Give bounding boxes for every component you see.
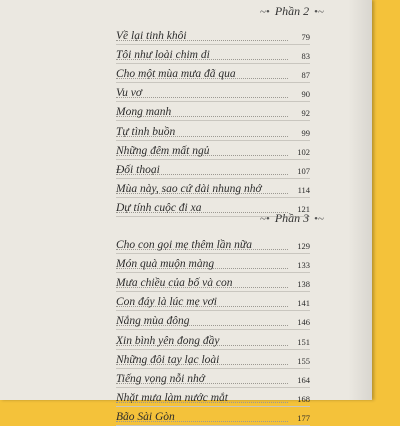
toc-entry-title: Món quà muộn màng [116, 258, 215, 271]
section-heading-part-3 [205, 211, 379, 226]
toc-entry[interactable] [116, 25, 310, 45]
toc-entry-title: Cho con gọi mẹ thêm lần nữa [116, 239, 252, 251]
toc-entry-title: Dự tính cuộc đi xa [116, 201, 202, 214]
toc-entry-page-number: 79 [301, 32, 310, 42]
toc-entry-page-number: 83 [301, 51, 310, 62]
toc-entry-title: Tiếng vọng nỗi nhớ [116, 372, 205, 385]
toc-entry-page-number: 121 [297, 203, 310, 214]
toc-entry-title: Vu vơ [116, 87, 143, 100]
toc-entry-title: Xin bình yên đong đầy [116, 334, 220, 347]
toc-entry[interactable] [116, 63, 310, 83]
toc-entry[interactable] [116, 253, 310, 273]
toc-entry[interactable] [116, 82, 310, 102]
toc-entry[interactable] [116, 406, 310, 426]
toc-entry[interactable] [116, 159, 310, 179]
toc-entry-page-number: 129 [297, 241, 310, 251]
toc-entry-title: Tôi như loài chim di [116, 49, 210, 62]
toc-entry-page-number: 155 [297, 355, 310, 366]
left-flourish-icon: ~• [260, 5, 270, 18]
toc-entry[interactable] [116, 291, 310, 311]
toc-entry[interactable] [116, 349, 310, 369]
toc-entry-page-number: 114 [297, 184, 310, 195]
toc-entry[interactable] [116, 368, 310, 388]
toc-entry-title: Đối thoại [116, 163, 160, 176]
toc-entry[interactable] [116, 178, 310, 198]
toc-entry-page-number: 102 [297, 146, 310, 157]
toc-entry-title: Nhặt mưa làm nước mắt [116, 391, 228, 404]
toc-entry-title: Bão Sài Gòn [116, 410, 175, 423]
toc-entry-page-number: 133 [297, 260, 310, 271]
left-flourish-icon: ~• [260, 212, 270, 225]
toc-entry[interactable] [116, 330, 310, 350]
toc-entry-title: Những đôi tay lạc loài [116, 353, 220, 366]
right-flourish-icon: •~ [314, 212, 324, 225]
toc-entry-page-number: 146 [297, 317, 310, 328]
toc-entry-title: Con đáy là lúc mẹ vơi [116, 296, 217, 309]
section-heading-part-2 [205, 4, 379, 19]
toc-entry[interactable] [116, 101, 310, 121]
toc-entry-page-number: 107 [297, 165, 310, 176]
toc-entry-title: Về lại tinh khôi [116, 30, 187, 42]
toc-entry-title: Mong manh [116, 106, 172, 119]
toc-entry-page-number: 164 [297, 374, 310, 385]
toc-entry-page-number: 168 [297, 393, 310, 404]
toc-entry[interactable] [116, 121, 310, 141]
section-title: Phần 2 [274, 4, 310, 18]
toc-entry-title: Tự tình buồn [116, 125, 176, 138]
toc-entry[interactable] [116, 310, 310, 330]
toc-entry-page-number: 177 [297, 412, 310, 423]
section-title: Phần 3 [274, 211, 310, 225]
toc-entry-page-number: 99 [301, 127, 310, 138]
toc-entry-title: Cho một mùa mưa đã qua [116, 68, 236, 81]
toc-entry[interactable] [116, 272, 310, 292]
toc-entry[interactable] [116, 387, 310, 407]
toc-entry[interactable] [116, 234, 310, 254]
toc-entry-title: Nắng mùa đông [116, 315, 190, 328]
toc-entry-title: Những đêm mất ngủ [116, 144, 210, 157]
toc-entry-page-number: 87 [301, 70, 310, 81]
toc-entry-page-number: 92 [301, 108, 310, 119]
toc-entry[interactable] [116, 140, 310, 160]
toc-entry-page-number: 90 [301, 89, 310, 100]
toc-entry-page-number: 141 [297, 298, 310, 309]
toc-entry-title: Mưa chiều của bố và con [116, 277, 233, 290]
right-flourish-icon: •~ [314, 5, 324, 18]
toc-entry[interactable] [116, 44, 310, 64]
toc-entry-page-number: 151 [297, 336, 310, 347]
toc-entry-title: Mùa này, sao cứ dài nhung nhớ [116, 182, 262, 195]
toc-entry-page-number: 138 [297, 279, 310, 290]
